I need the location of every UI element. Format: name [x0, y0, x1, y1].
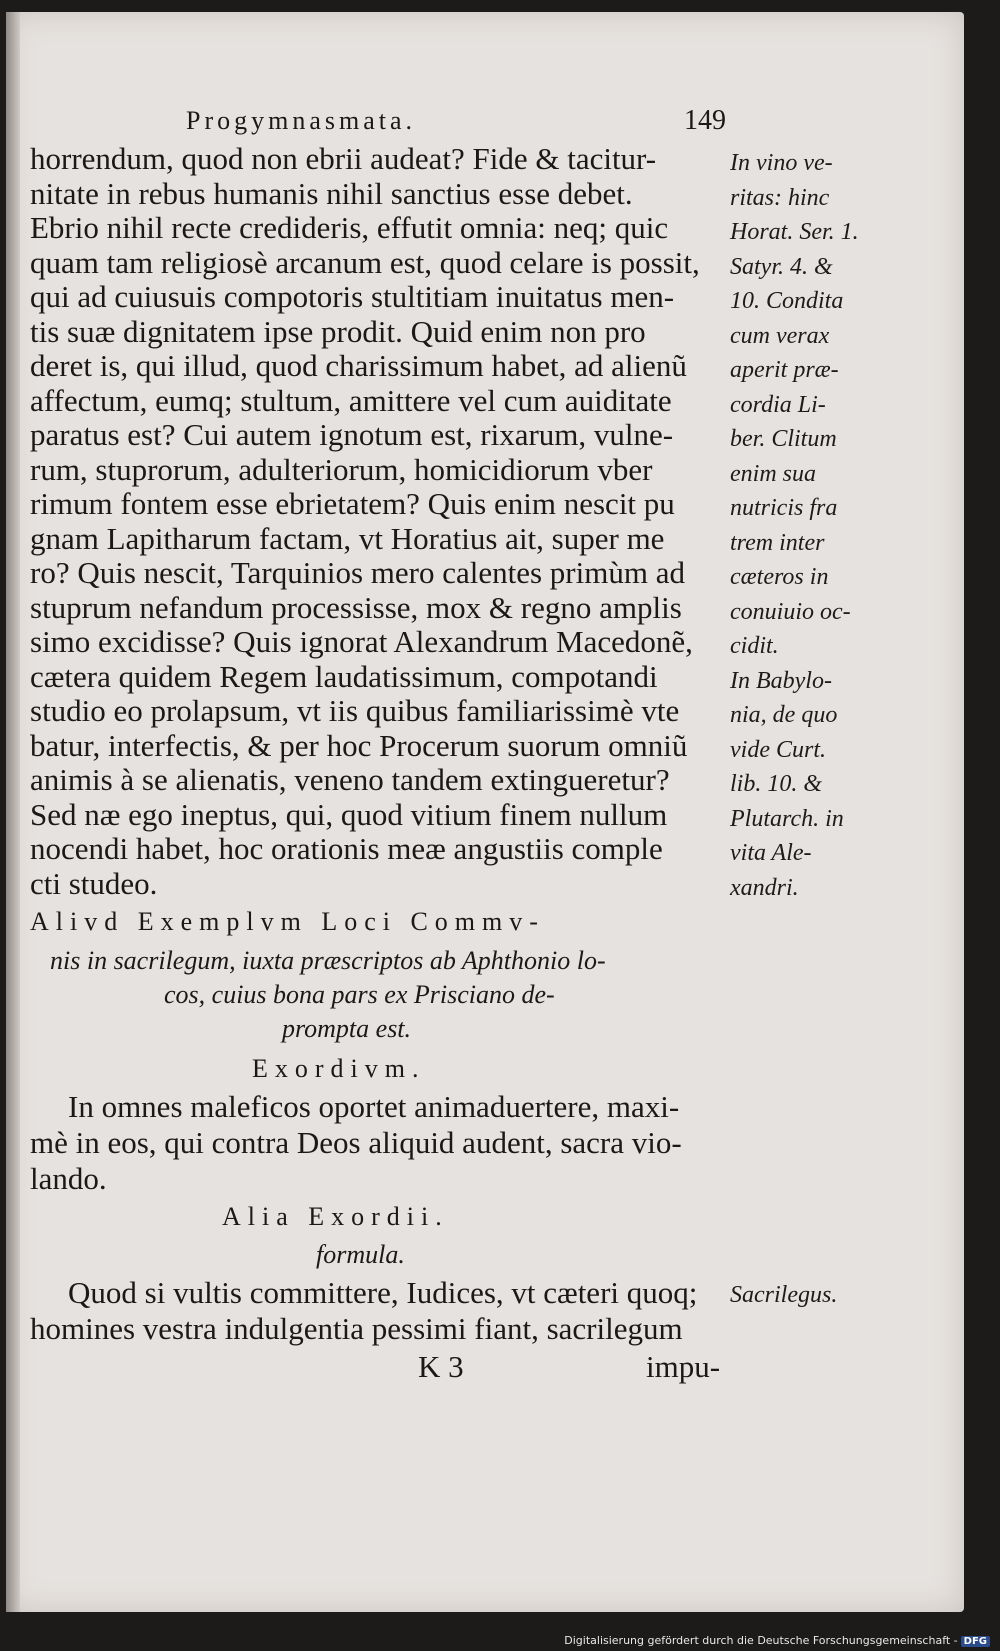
marginal-note: trem inter [730, 529, 825, 556]
marginal-note: xandri. [730, 874, 799, 901]
marginal-note: cum verax [730, 322, 830, 349]
formula-line: Quod si vultis committere, Iudices, vt cæteri quoq; [68, 1275, 698, 1310]
marginal-note: Satyr. 4. & [730, 253, 833, 280]
main-text-line: animis à se alienatis, veneno tandem extingueretur? [30, 762, 670, 797]
main-text-line: stuprum nefandum processisse, mox & regno amplis [30, 589, 682, 625]
marginal-note: cidit. [730, 633, 779, 659]
marginal-note: ber. Clitum [730, 426, 837, 452]
main-text-line: affectum, eumq; stultum, amittere vel cum auiditate [30, 382, 672, 418]
page-number: 149 [684, 105, 726, 136]
page-gutter [6, 12, 20, 1612]
main-text-line: cti studeo. [30, 865, 158, 901]
main-text-line: batur, interfectis, & per hoc Procerum suorum omniũ [30, 727, 688, 763]
section-heading-line-4: prompta est. [282, 1014, 412, 1043]
marginal-note: Horat. Ser. 1. [730, 219, 859, 245]
main-text-line: horrendum, quod non ebrii audeat? Fide & tacitur- [30, 141, 657, 176]
section-heading: Alivd Exemplvm Loci Commv- [30, 907, 545, 936]
main-text-line: deret is, qui illud, quod charissimum habet, ad alienũ [30, 348, 687, 383]
book-page [6, 12, 964, 1612]
marginal-note: cordia Li- [730, 391, 826, 418]
marginal-note: Sacrilegus. [730, 1282, 838, 1308]
main-text-line: rimum fontem esse ebrietatem? Quis enim nescit pu [30, 486, 675, 521]
exordium-line: mè in eos, qui contra Deos aliquid audent, sacra vio- [30, 1125, 682, 1160]
marginal-note: 10. Condita [730, 288, 844, 314]
footer-credit [564, 1634, 990, 1647]
footer-text: Digitalisierung gefördert durch die Deutsche Forschungsgemeinschaft - [564, 1634, 958, 1647]
section-heading-line-2: nis in sacrilegum, iuxta præscriptos ab Aphthonio lo- [50, 946, 606, 975]
section-heading-line-3: cos, cuius bona pars ex Prisciano de- [164, 980, 555, 1009]
main-text-line: paratus est? Cui autem ignotum est, rixarum, vulne- [30, 417, 674, 452]
marginal-note: ritas: hinc [730, 184, 830, 211]
main-text-line: tis suæ dignitatem ipse prodit. Quid enim non pro [30, 313, 646, 349]
main-text-line: rum, stuprorum, adulteriorum, homicidiorum vber [30, 451, 653, 487]
main-text-line: gnam Lapitharum factam, vt Horatius ait, super me [30, 520, 665, 556]
main-text-line: quam tam religiosè arcanum est, quod celare is possit, [30, 244, 700, 280]
main-text-line: nitate in rebus humanis nihil sanctius esse debet. [30, 175, 633, 211]
main-text-line: ro? Quis nescit, Tarquinios mero calentes primùm ad [30, 555, 685, 590]
dfg-logo: DFG [961, 1636, 990, 1647]
exordium-line: lando. [30, 1161, 107, 1196]
main-text-line: simo excidisse? Quis ignorat Alexandrum Macedonẽ, [30, 624, 693, 659]
main-text-line: Sed næ ego ineptus, qui, quod vitium finem nullum [30, 796, 668, 832]
exordium-line: In omnes maleficos oportet animaduertere, maxi- [68, 1089, 680, 1124]
alia-exordii-subtitle: formula. [316, 1240, 405, 1269]
marginal-note: In vino ve- [730, 150, 833, 176]
marginal-note: lib. 10. & [730, 771, 823, 797]
marginal-note: In Babylo- [730, 667, 832, 694]
main-text-line: Ebrio nihil recte credideris, effutit omnia: neq; quic [30, 210, 669, 245]
running-head: Progymnasmata. [186, 106, 417, 135]
main-text-line: qui ad cuiusuis compotoris stultitiam inuitatus men- [30, 279, 675, 314]
marginal-note: nutricis fra [730, 495, 838, 521]
catchword: impu- [646, 1349, 721, 1384]
main-text-line: studio eo prolapsum, vt iis quibus familiarissimè vte [30, 693, 680, 728]
marginal-note: vita Ale- [730, 840, 812, 866]
main-text-line: cætera quidem Regem laudatissimum, compotandi [30, 658, 658, 694]
marginal-note: enim sua [730, 460, 816, 487]
marginal-note: vide Curt. [730, 736, 826, 763]
main-text-line: nocendi habet, hoc orationis meæ angustiis comple [30, 831, 663, 866]
marginal-note: conuiuio oc- [730, 598, 851, 625]
signature-mark: K 3 [418, 1349, 464, 1384]
marginal-note: cæteros in [730, 564, 829, 590]
alia-exordii-title: Alia Exordii. [222, 1202, 449, 1231]
exordium-title: Exordivm. [252, 1054, 426, 1083]
marginal-note: Plutarch. in [730, 805, 844, 832]
formula-line: homines vestra indulgentia pessimi fiant, sacrilegum [30, 1311, 683, 1346]
marginal-note: aperit præ- [730, 357, 839, 383]
marginal-note: nia, de quo [730, 702, 838, 728]
